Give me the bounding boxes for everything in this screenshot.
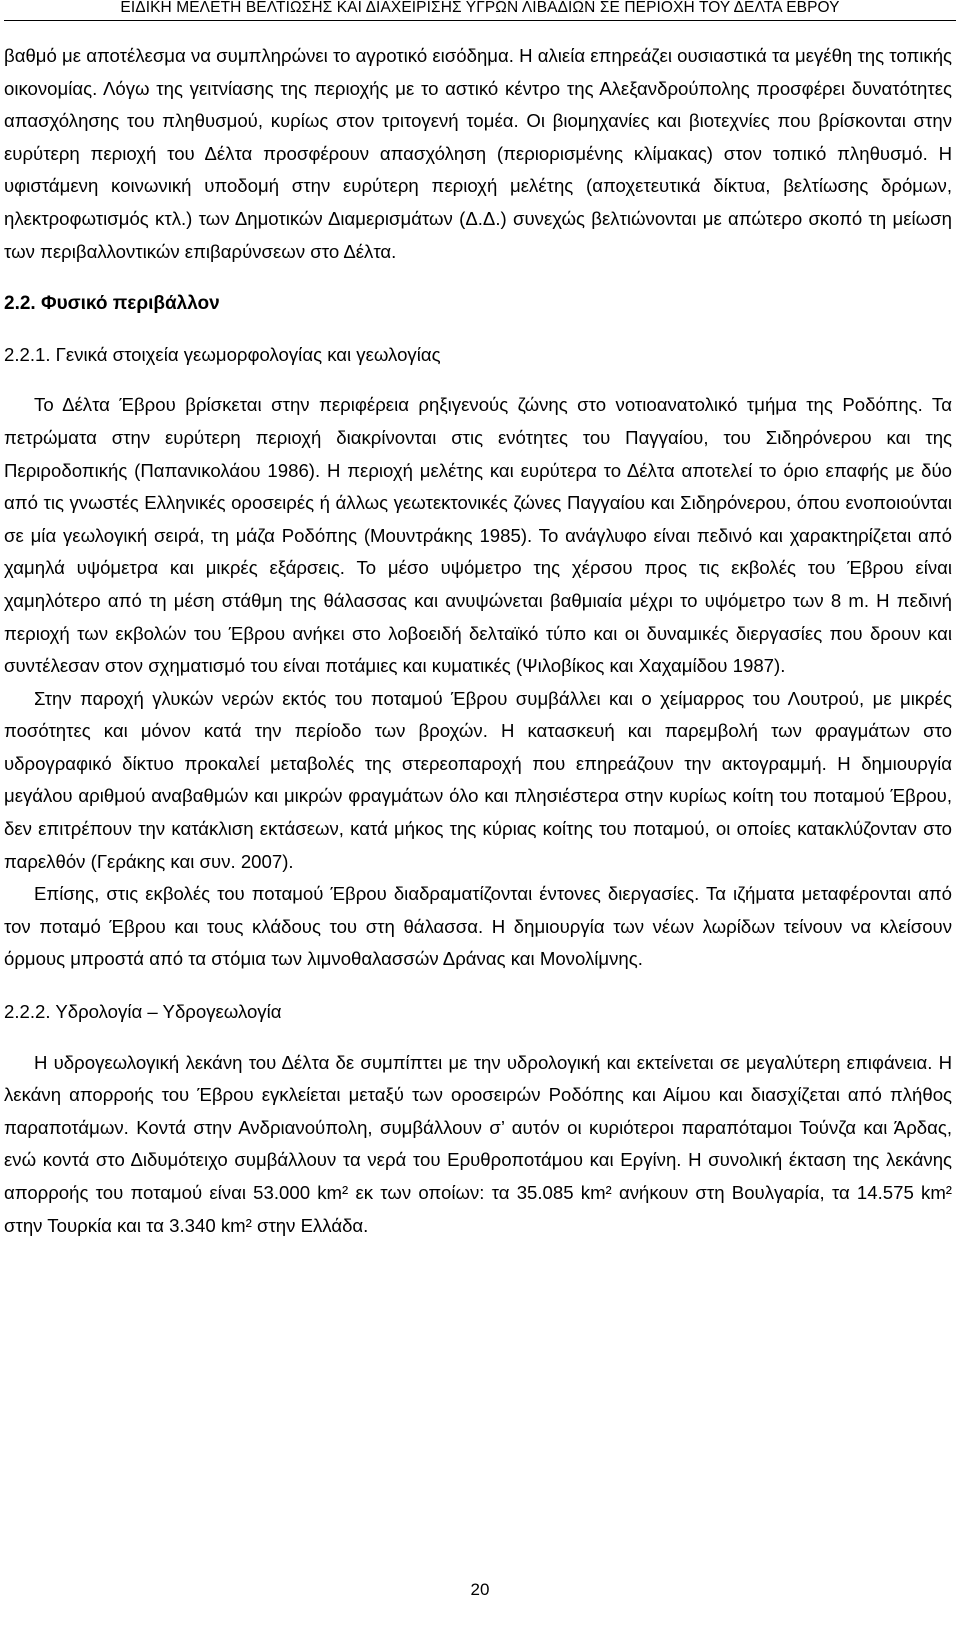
running-header [0, 0, 960, 16]
subsection-1-paragraph-2: Στην παροχή γλυκών νερών εκτός του ποταμού Έβρου συμβάλλει και ο χείμαρρος του Λουτρού, με μικρές ποσότητες και μόνον κατά την περίοδο των βροχών. Η κατασκευή και παρεμβολή των φραγμάτων στο υδρογραφικό δίκτυο προκαλεί μεταβολές της στερεοπαροχή που επηρεάζουν την ακτογραμμή. Η δημιουργία μεγάλου αριθμού αναβαθμών και μικρών φραγμάτων όλο και πλησιέστερα στην κυρίως κοίτη του ποταμού Έβρου, δεν επιτρέπουν την κατάκλιση εκτάσεων, κατά μήκος της κύριας κοίτης του ποταμού, οι οποίες κατακλύζονταν στο παρελθόν (Γεράκης και συν. 2007). [4, 687, 952, 872]
running-header-title: ΕΙΔΙΚΗ ΜΕΛΕΤΗ ΒΕΛΤΙΩΣΗΣ ΚΑΙ ΔΙΑΧΕΙΡΙΣΗΣ ΥΓΡΩΝ ΛΙΒΑΔΙΩΝ ΣΕ ΠΕΡΙΟΧΗ ΤΟΥ ΔΕΛΤΑ ΕΒΡΟΥ [120, 0, 840, 16]
header-divider [4, 20, 956, 21]
section-heading: 2.2. Φυσικό περιβάλλον [4, 293, 220, 315]
page-number: 20 [470, 1580, 490, 1599]
subsection-2-heading: 2.2.2. Υδρολογία – Υδρογεωλογία [4, 1001, 282, 1023]
subsection-1-heading: 2.2.1. Γενικά στοιχεία γεωμορφολογίας και γεωλογίας [4, 343, 441, 365]
subsection-1-paragraph-3: Επίσης, στις εκβολές του ποταμού Έβρου διαδραματίζονται έντονες διεργασίες. Τα ιζήματα μεταφέρονται από τον ποταμό Έβρου και τους κλάδους του στη θάλασσα. Η δημιουργία των νέων λωρίδων τείνουν να κλείσουν όρμους μπροστά από τα στόμια των λιμνοθαλασσών Δράνας και Μονολίμνης. [4, 883, 952, 970]
subsection-2-paragraph: Η υδρογεωλογική λεκάνη του Δέλτα δε συμπίπτει με την υδρολογική και εκτείνεται σε μεγαλύτερη επιφάνεια. Η λεκάνη απορροής του Έβρου εγκλείεται μεταξύ των οροσειρών Ροδόπης και Αίμου και διασχίζεται από πλήθος παραποτάμων. Κοντά στην Ανδριανούπολη, συμβάλλουν σ’ αυτόν οι κυριότεροι παραπόταμοι Τούνζα και Άρδας, ενώ κοντά στο Διδυμότειχο συμβάλλουν τα νερά του Ερυθροποτάμου και Εργίνη. Η συνολική έκταση της λεκάνης απορροής του ποταμού είναι 53.000 km² εκ των οποίων: τα 35.085 km² ανήκουν στη Βουλγαρία, τα 14.575 km² στην Τουρκία και τα 3.340 km² στην Ελλάδα. [4, 1051, 952, 1236]
page-body [4, 40, 952, 1242]
intro-paragraph: βαθμό με αποτέλεσμα να συμπληρώνει το αγροτικό εισόδημα. Η αλιεία επηρεάζει ουσιαστικά τα μεγέθη της τοπικής οικονομίας. Λόγω της γειτνίασης της περιοχής με το αστικό κέντρο της Αλεξανδρούπολης προσφέρει δυνατότητες απασχόλησης του πληθυσμού, κυρίως στον τριτογενή τομέα. Οι βιομηχανίες και βιοτεχνίες που βρίσκονται στην ευρύτερη περιοχή του Δέλτα προσφέρουν απασχόληση (περιορισμένης κλίμακας) στον τοπικό πληθυσμό. Η υφιστάμενη κοινωνική υποδομή στην ευρύτερη περιοχή μελέτης (αποχετευτικά δίκτυα, βελτίωσης δρόμων, ηλεκτροφωτισμός κτλ.) των Δημοτικών Διαμερισμάτων (Δ.Δ.) συνεχώς βελτιώνονται με απώτερο σκοπό τη μείωση των περιβαλλοντικών επιβαρύνσεων στο Δέλτα. [4, 45, 952, 262]
subsection-1-paragraph-1: Το Δέλτα Έβρου βρίσκεται στην περιφέρεια ρηξιγενούς ζώνης στο νοτιοανατολικό τμήμα της Ροδόπης. Τα πετρώματα στην ευρύτερη περιοχή διακρίνονται στις ενότητες του Παγγαίου, του Σιδηρόνερου και της Περιροδοπικής (Παπανικολάου 1986). Η περιοχή μελέτης και ευρύτερα το Δέλτα αποτελεί το όριο επαφής με δύο από τις γνωστές Ελληνικές οροσειρές ή άλλως γεωτεκτονικές ζώνες Παγγαίου και Σιδηρόνερου, όπου ενοποιούνται σε μία γεωλογική σειρά, τη μάζα Ροδόπης (Μουντράκης 1985). Το ανάγλυφο είναι πεδινό και χαρακτηρίζεται από χαμηλά υψόμετρα και μικρές εξάρσεις. Το μέσο υψόμετρο της χέρσου προς τις εκβολές του Έβρου είναι χαμηλότερο από τη μέση στάθμη της θάλασσας και ανυψώνεται βαθμιαία μέχρι το υψόμετρο των 8 m. Η πεδινή περιοχή των εκβολών του Έβρου ανήκει στο λοβοειδή δελταϊκό τύπο και οι δυναμικές διεργασίες που δρουν και συντέλεσαν στον σχηματισμό του είναι ποτάμιες και κυματικές (Ψιλοβίκος και Χαχαμίδου 1987). [4, 394, 952, 677]
